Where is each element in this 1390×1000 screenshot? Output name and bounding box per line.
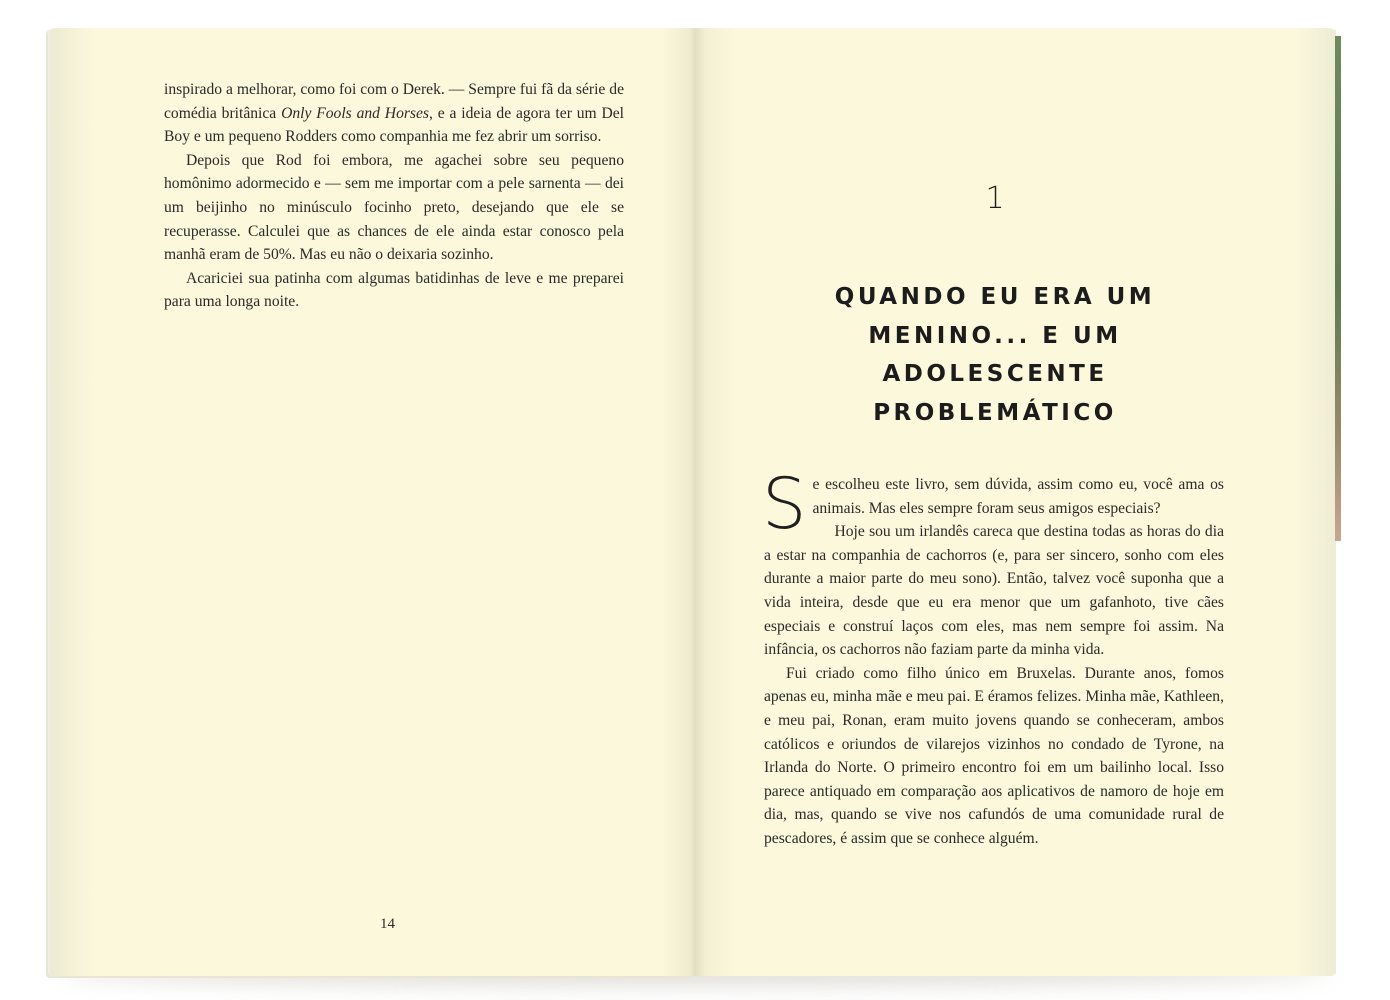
chapter-title: [765, 278, 1225, 432]
chapter-title-line: PROBLEMÁTICO: [873, 399, 1117, 426]
left-page-text: [164, 78, 624, 314]
chapter-title-line: QUANDO EU ERA UM: [834, 284, 1156, 310]
opening-text: e escolheu este livro, sem dúvida, assim como eu, você ama os animais. Mas eles sempre foram seus amigos especiais?: [812, 476, 1224, 517]
right-page-text: [762, 463, 1224, 851]
opening-paragraph: [762, 463, 1224, 545]
paragraph: Hoje sou um irlandês careca que destina todas as horas do dia a estar na companhia de cachorros (e, para ser sincero, sonho com eles durante a maior parte do meu sono). Então, talvez você suponha que a vida inteira, desde que eu era menor que um gafanhoto, tive cães especiais e construí laços com eles, mas nem sempre foi assim. Na infância, os cachorros não faziam parte da minha vida.: [764, 523, 1224, 659]
paragraph: Depois que Rod foi embora, me agachei sobre seu pequeno homônimo adormecido e — sem me importar com a pele sarnenta — dei um beijinho no minúsculo focinho preto, desejando que ele se recuperasse. Calculei que as chances de ele ainda estar conosco pela manhã eram de 50%. Mas eu não o deixaria sozinho.: [164, 151, 624, 264]
chapter-number: 1: [985, 181, 1005, 216]
paragraph: Acariciei sua patinha com algumas batidinhas de leve e me preparei para uma longa noite.: [164, 269, 624, 311]
paragraph: inspirado a melhorar, como foi com o Derek. — Sempre fui fã da série de comédia britânica Only Fools and Horses, e a ideia de agora ter um Del Boy e um pequeno Rodders como companhia me fez abrir um sorriso.: [164, 81, 625, 146]
drop-cap: S: [762, 463, 807, 545]
paragraph: Fui criado como filho único em Bruxelas. Durante anos, fomos apenas eu, minha mãe e meu pai. E éramos felizes. Minha mãe, Kathleen, e meu pai, Ronan, eram muito jovens quando se conheceram, ambos católicos e oriundos de vilarejos vizinhos no condado de Tyrone, na Irlanda do Norte. O primeiro encontro foi em um bailinho local. Isso parece antiquado em comparação aos aplicativos de namoro de hoje em dia, mas, quando se vive nos cafundós de uma comunidade rural de pescadores, é assim que se conhece alguém.: [764, 664, 1224, 847]
left-page: [50, 28, 695, 976]
show-title: Only Fools and Horses: [281, 104, 429, 122]
page-number: 14: [380, 916, 395, 932]
cover-edge-photo: [1335, 36, 1341, 541]
right-page: [695, 28, 1335, 976]
chapter-title-line: MENINO... E UM ADOLESCENTE: [868, 322, 1122, 387]
